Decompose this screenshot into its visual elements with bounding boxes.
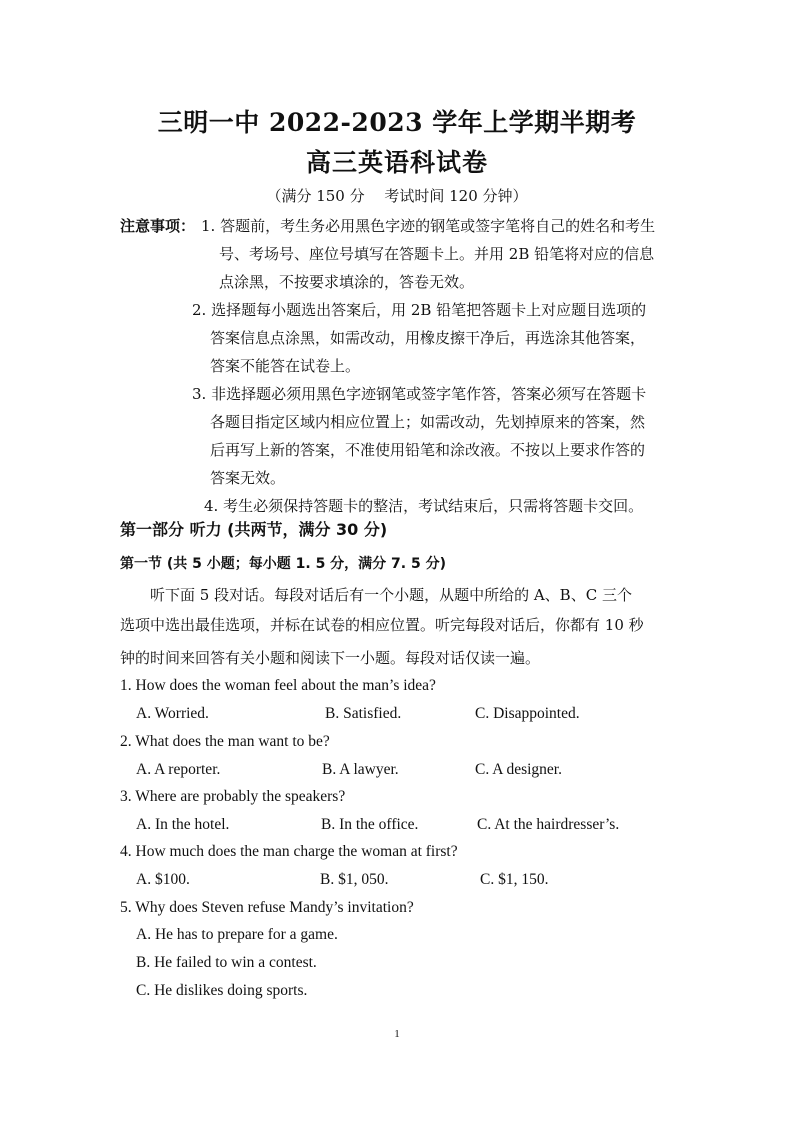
option-a: A. A reporter. bbox=[136, 761, 221, 778]
exam-title-school: 三明一中 2022-2023 学年上学期半期考 bbox=[157, 108, 637, 137]
option-b: B. Satisfied. bbox=[325, 705, 402, 722]
option-c: C. A designer. bbox=[475, 761, 562, 778]
note-line: 答案无效。 bbox=[210, 469, 286, 487]
instruction-line: 选项中选出最佳选项，并标在试卷的相应位置。听完每段对话后，你都有 10 秒 bbox=[120, 616, 644, 634]
question-stem: 5. Why does Steven refuse Mandy’s invitation? bbox=[120, 899, 414, 916]
instruction-line: 听下面 5 段对话。每段对话后有一个小题，从题中所给的 A、B、C 三个 bbox=[150, 586, 632, 604]
notes-label: 注意事项： bbox=[120, 217, 196, 235]
option-b: B. In the office. bbox=[321, 816, 419, 833]
option-b: B. He failed to win a contest. bbox=[136, 954, 317, 971]
section1-heading: 第一节 (共 5 小题；每小题 1. 5 分，满分 7. 5 分) bbox=[120, 556, 447, 572]
option-c: C. Disappointed. bbox=[475, 705, 580, 722]
note-line: 2. 选择题每小题选出答案后，用 2B 铅笔把答题卡上对应题目选项的 bbox=[192, 301, 647, 319]
page-number: 1 bbox=[394, 1028, 400, 1040]
option-c: C. He dislikes doing sports. bbox=[136, 982, 308, 999]
note-line: 号、考场号、座位号填写在答题卡上。并用 2B 铅笔将对应的信息 bbox=[219, 245, 655, 263]
note-line: 后再写上新的答案，不准使用铅笔和涂改液。不按以上要求作答的 bbox=[210, 441, 646, 459]
note-line: 各题目指定区域内相应位置上；如需改动，先划掉原来的答案，然 bbox=[210, 413, 646, 431]
option-b: B. $1, 050. bbox=[320, 871, 389, 888]
option-a: A. Worried. bbox=[136, 705, 209, 722]
option-a: A. In the hotel. bbox=[136, 816, 230, 833]
instruction-line: 钟的时间来回答有关小题和阅读下一小题。每段对话仅读一遍。 bbox=[120, 649, 541, 667]
note-line: 答案不能答在试卷上。 bbox=[210, 357, 361, 375]
option-c: C. At the hairdresser’s. bbox=[477, 816, 620, 833]
option-a: A. He has to prepare for a game. bbox=[136, 926, 338, 943]
question-stem: 1. How does the woman feel about the man’s idea? bbox=[120, 677, 436, 694]
option-b: B. A lawyer. bbox=[322, 761, 399, 778]
option-a: A. $100. bbox=[136, 871, 190, 888]
note-line: 点涂黑，不按要求填涂的，答卷无效。 bbox=[219, 273, 475, 291]
question-stem: 2. What does the man want to be? bbox=[120, 733, 330, 750]
exam-score-time: （满分 150 分 考试时间 120 分钟） bbox=[266, 187, 528, 205]
note-line: 4. 考生必须保持答题卡的整洁，考试结束后，只需将答题卡交回。 bbox=[204, 497, 644, 515]
exam-title-subject: 高三英语科试卷 bbox=[305, 148, 488, 177]
question-stem: 4. How much does the man charge the woman at first? bbox=[120, 843, 458, 860]
note-line: 答案信息点涂黑，如需改动，用橡皮擦干净后，再选涂其他答案， bbox=[210, 329, 646, 347]
question-stem: 3. Where are probably the speakers? bbox=[120, 788, 346, 805]
option-c: C. $1, 150. bbox=[480, 871, 549, 888]
note-line: 1. 答题前，考生务必用黑色字迹的钢笔或签字笔将自己的姓名和考生 bbox=[201, 217, 656, 235]
note-line: 3. 非选择题必须用黑色字迹钢笔或签字笔作答，答案必须写在答题卡 bbox=[192, 385, 647, 403]
part1-heading: 第一部分 听力 (共两节，满分 30 分) bbox=[120, 520, 388, 539]
